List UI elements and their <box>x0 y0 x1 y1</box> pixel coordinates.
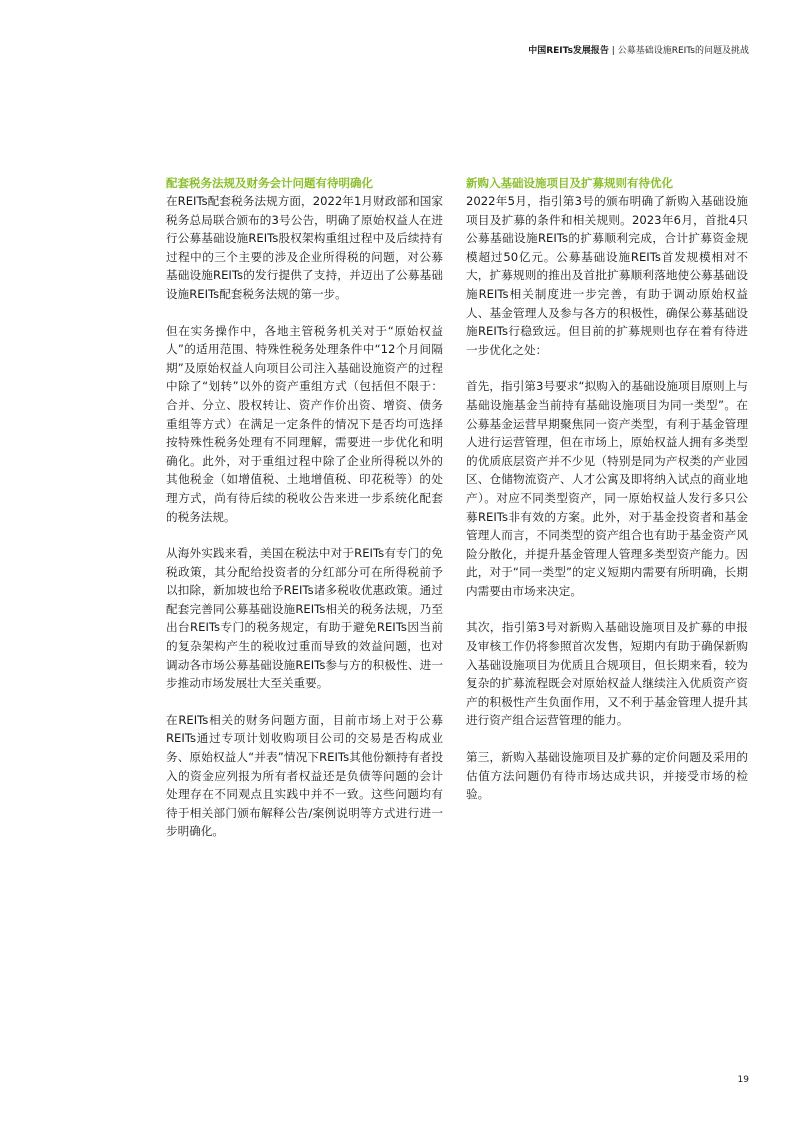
section-heading-tax: 配套税务法规及财务会计问题有待明确化 <box>166 176 373 190</box>
right-column <box>466 174 748 822</box>
paragraph: 从海外实践来看，美国在税法中对于REITs有专门的免税政策，其分配给投资者的分红部分可在所得税前予以扣除，新加坡也给予REITs诸多税收优惠政策。通过配套完善同公募基础设施REITs相关的税务法规，乃至出台REITs专门的税务规定，有助于避免REITs因当前的复杂架构产生的税收过重而导致的效益问题，也对调动各市场公募基础设施REITs参与方的积极性、进一步推动市场发展壮大至关重要。 <box>166 546 443 691</box>
left-column <box>166 174 443 859</box>
report-title: 中国REITs发展报告 <box>528 46 609 56</box>
paragraph: 在REITs配套税务法规方面，2022年1月财政部和国家税务总局联合颁布的3号公告，明确了原始权益人在进行公募基础设施REITs股权架构重组过程中及后续持有过程中的三个主要的涉及企业所得税的问题，对公募基础设施REITs的发行提供了支持，并迈出了公募基础设施REITs配套税务法规的第一步。 <box>166 194 443 301</box>
section-heading-expansion: 新购入基础设施项目及扩募规则有待优化 <box>466 176 673 190</box>
running-header <box>528 43 749 56</box>
chapter-title: 公募基础设施REITs的问题及挑战 <box>617 46 749 56</box>
page-number: 19 <box>737 1075 749 1085</box>
paragraph: 其次，指引第3号对新购入基础设施项目及扩募的申报及审核工作仍将参照首次发售，短期内有助于确保新购入基础设施项目为优质且合规项目，但长期来看，较为复杂的扩募流程既会对原始权益人继续注入优质资产资产的积极性产生负面作用，又不利于基金管理人提升其进行资产组合运营管理的能力。 <box>466 620 748 728</box>
paragraph: 2022年5月，指引第3号的颁布明确了新购入基础设施项目及扩募的条件和相关规则。2023年6月，首批4只公募基础设施REITs的扩募顺利完成，合计扩募资金规模超过50亿元。公募基础设施REITs首发规模相对不大，扩募规则的推出及首批扩募顺利落地使公募基础设施REITs相关制度进一步完善，有助于调动原始权益人、基金管理人及参与各方的积极性，确保公募基础设施REITs行稳致远。但目前的扩募规则也存在着有待进一步优化之处： <box>466 194 748 357</box>
paragraph: 首先，指引第3号要求“拟购入的基础设施项目原则上与基础设施基金当前持有基础设施项目为同一类型”。在公募基金运营早期聚焦同一资产类型，有利于基金管理人进行运营管理，但在市场上，原始权益人拥有多类型的优质底层资产并不少见（特别是同为产权类的产业园区、仓储物流资产、人才公寓及即将纳入试点的商业地产）。对应不同类型资产，同一原始权益人发行多只公募REITs非有效的方案。此外，对于基金投资者和基金管理人而言，不同类型的资产组合也有助于基金资产风险分散化，并提升基金管理人管理多类型资产能力。因此，对于“同一类型”的定义短期内需要有所明确，长期内需要由市场来决定。 <box>466 379 748 598</box>
header-separator: | <box>608 46 618 56</box>
paragraph: 第三，新购入基础设施项目及扩募的定价问题及采用的估值方法问题仍有待市场达成共识，并接受市场的检验。 <box>466 750 748 802</box>
paragraph: 在REITs相关的财务问题方面，目前市场上对于公募REITs通过专项计划收购项目公司的交易是否构成业务、原始权益人“并表”情况下REITs其他份额持有者投入的资金应列报为所有者权益还是负债等问题的会计处理存在不同观点且实践中并不一致。这些问题均有待于相关部门颁布解释公告/案例说明等方式进行进一步明确化。 <box>166 712 443 839</box>
paragraph: 但在实务操作中，各地主管税务机关对于“原始权益人”的适用范围、特殊性税务处理条件中“12个月间隔期”及原始权益人向项目公司注入基础设施资产的过程中除了“划转”以外的资产重组方式（包括但不限于：合并、分立、股权转让、资产作价出资、增资、债务重组等方式）在满足一定条件的情况下是否均可选择按特殊性税务处理有不同理解，需要进一步优化和明确化。此外，对于重组过程中除了企业所得税以外的其他税金（如增值税、土地增值税、印花税等）的处理方式，尚有待后续的税收公告来进一步系统化配套的税务法规。 <box>166 323 443 524</box>
